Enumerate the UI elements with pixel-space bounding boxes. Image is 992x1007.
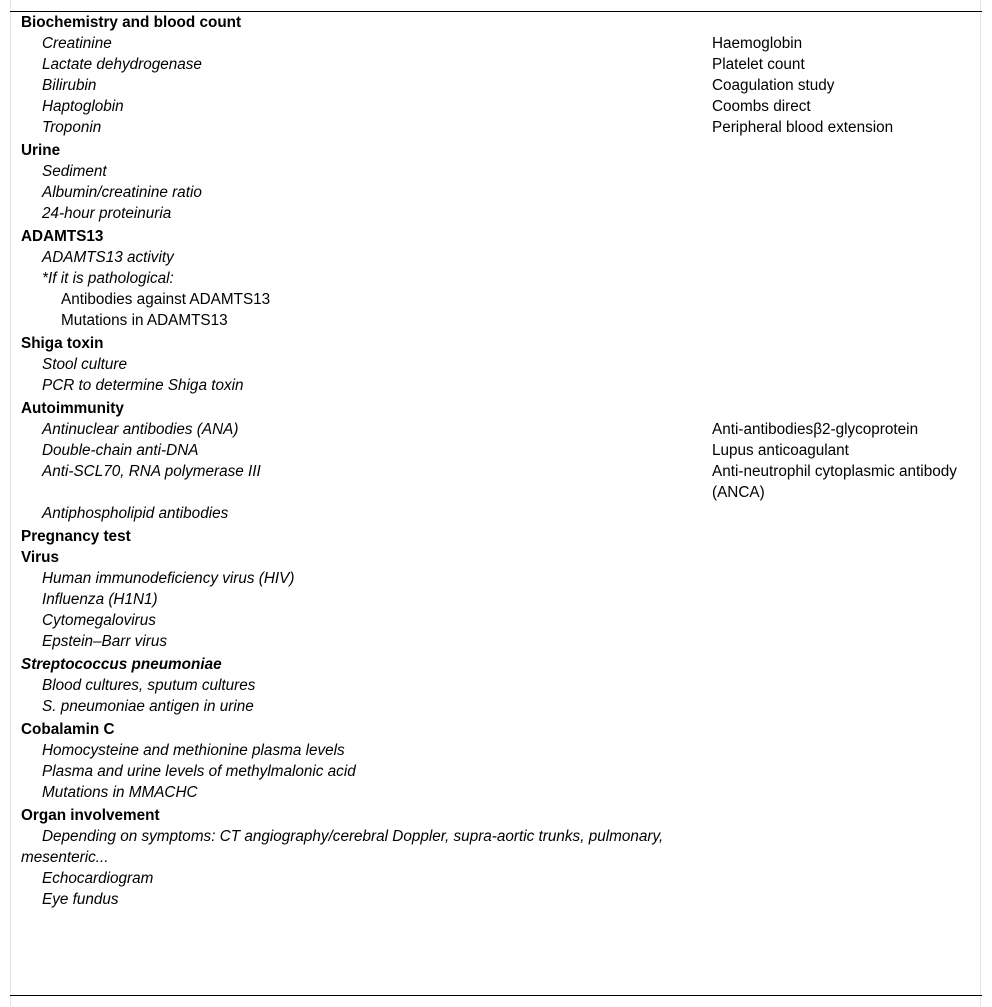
test-item: *If it is pathological: [42,270,174,287]
test-item: Influenza (H1N1) [42,591,158,608]
section-title: Pregnancy test [21,528,131,545]
test-item: Echocardiogram [42,870,154,887]
test-item: Eye fundus [42,891,119,908]
test-item: 24-hour proteinuria [42,205,172,222]
table-row [21,203,971,224]
section-header [21,524,971,547]
table-row [21,868,971,889]
test-item: Coombs direct [712,98,811,115]
table-row [21,589,971,610]
test-item: Lactate dehydrogenase [42,56,202,73]
table-row [21,268,971,289]
section-header [21,652,971,675]
test-item: Stool culture [42,356,128,373]
test-item: Lupus anticoagulant [712,442,849,459]
table-row [21,419,971,440]
section-header [21,396,971,419]
section-header [21,12,971,33]
table-row [21,761,971,782]
test-item: Troponin [42,119,102,136]
test-item: Creatinine [42,35,112,52]
table-row [21,631,971,652]
test-item: Homocysteine and methionine plasma levels [42,742,345,759]
table-row [21,96,971,117]
test-item: PCR to determine Shiga toxin [42,377,244,394]
test-item: Albumin/creatinine ratio [42,184,202,201]
table-row [21,782,971,803]
table-row [21,75,971,96]
test-item: Cytomegalovirus [42,612,156,629]
section-title: Autoimmunity [21,400,124,417]
test-item: Mutations in MMACHC [42,784,198,801]
table-row [21,889,971,910]
table-row [21,310,971,331]
section-title: ADAMTS13 [21,228,104,245]
test-item: Anti-SCL70, RNA polymerase III [42,463,261,480]
table-row [21,161,971,182]
section-header [21,547,971,568]
section-title: Organ involvement [21,807,160,824]
section-header [21,717,971,740]
test-item: Bilirubin [42,77,97,94]
table-row [21,247,971,268]
table-row [21,289,971,310]
test-item: Epstein–Barr virus [42,633,167,650]
test-item: Depending on symptoms: CT angiography/cerebral Doppler, supra-aortic trunks, pulmonary, mesenteric... [21,828,664,866]
table-row [21,117,971,138]
section-title: Cobalamin C [21,721,115,738]
test-subitem: Mutations in ADAMTS13 [61,312,228,329]
table-row [21,675,971,696]
test-item: Haemoglobin [712,35,803,52]
section-header [21,331,971,354]
table-row [21,182,971,203]
table-row [21,33,971,54]
test-item: Peripheral blood extension [712,119,894,136]
section-title: Urine [21,142,61,159]
table-row [21,696,971,717]
test-item: Human immunodeficiency virus (HIV) [42,570,295,587]
test-item: ADAMTS13 activity [42,249,174,266]
test-item: Sediment [42,163,107,180]
test-item: Platelet count [712,56,805,73]
table-row [21,375,971,396]
table-row [21,826,971,868]
section-header [21,803,971,826]
section-title: Virus [21,549,59,566]
section-header [21,138,971,161]
table-row [21,354,971,375]
test-item: Anti-antibodiesβ2-glycoprotein [712,421,919,438]
section-header [21,224,971,247]
test-item: Haptoglobin [42,98,124,115]
table-row [21,740,971,761]
table-row [21,568,971,589]
test-item: Coagulation study [712,77,835,94]
test-item: S. pneumoniae antigen in urine [42,698,254,715]
section-title: Shiga toxin [21,335,104,352]
table-row [21,54,971,75]
test-item: Blood cultures, sputum cultures [42,677,256,694]
test-item: Double-chain anti-DNA [42,442,199,459]
table-row [21,610,971,631]
table-row [21,461,971,503]
test-item: Anti-neutrophil cytoplasmic antibody (ANCA) [712,463,957,501]
test-item: Antinuclear antibodies (ANA) [42,421,239,438]
section-title: Streptococcus pneumoniae [21,656,222,673]
test-subitem: Antibodies against ADAMTS13 [61,291,271,308]
table-bottom-rule [10,995,982,996]
section-title: Biochemistry and blood count [21,14,242,31]
table-row [21,503,971,524]
test-item: Plasma and urine levels of methylmalonic acid [42,763,356,780]
investigations-table [21,12,971,910]
test-item: Antiphospholipid antibodies [42,505,229,522]
table-row [21,440,971,461]
